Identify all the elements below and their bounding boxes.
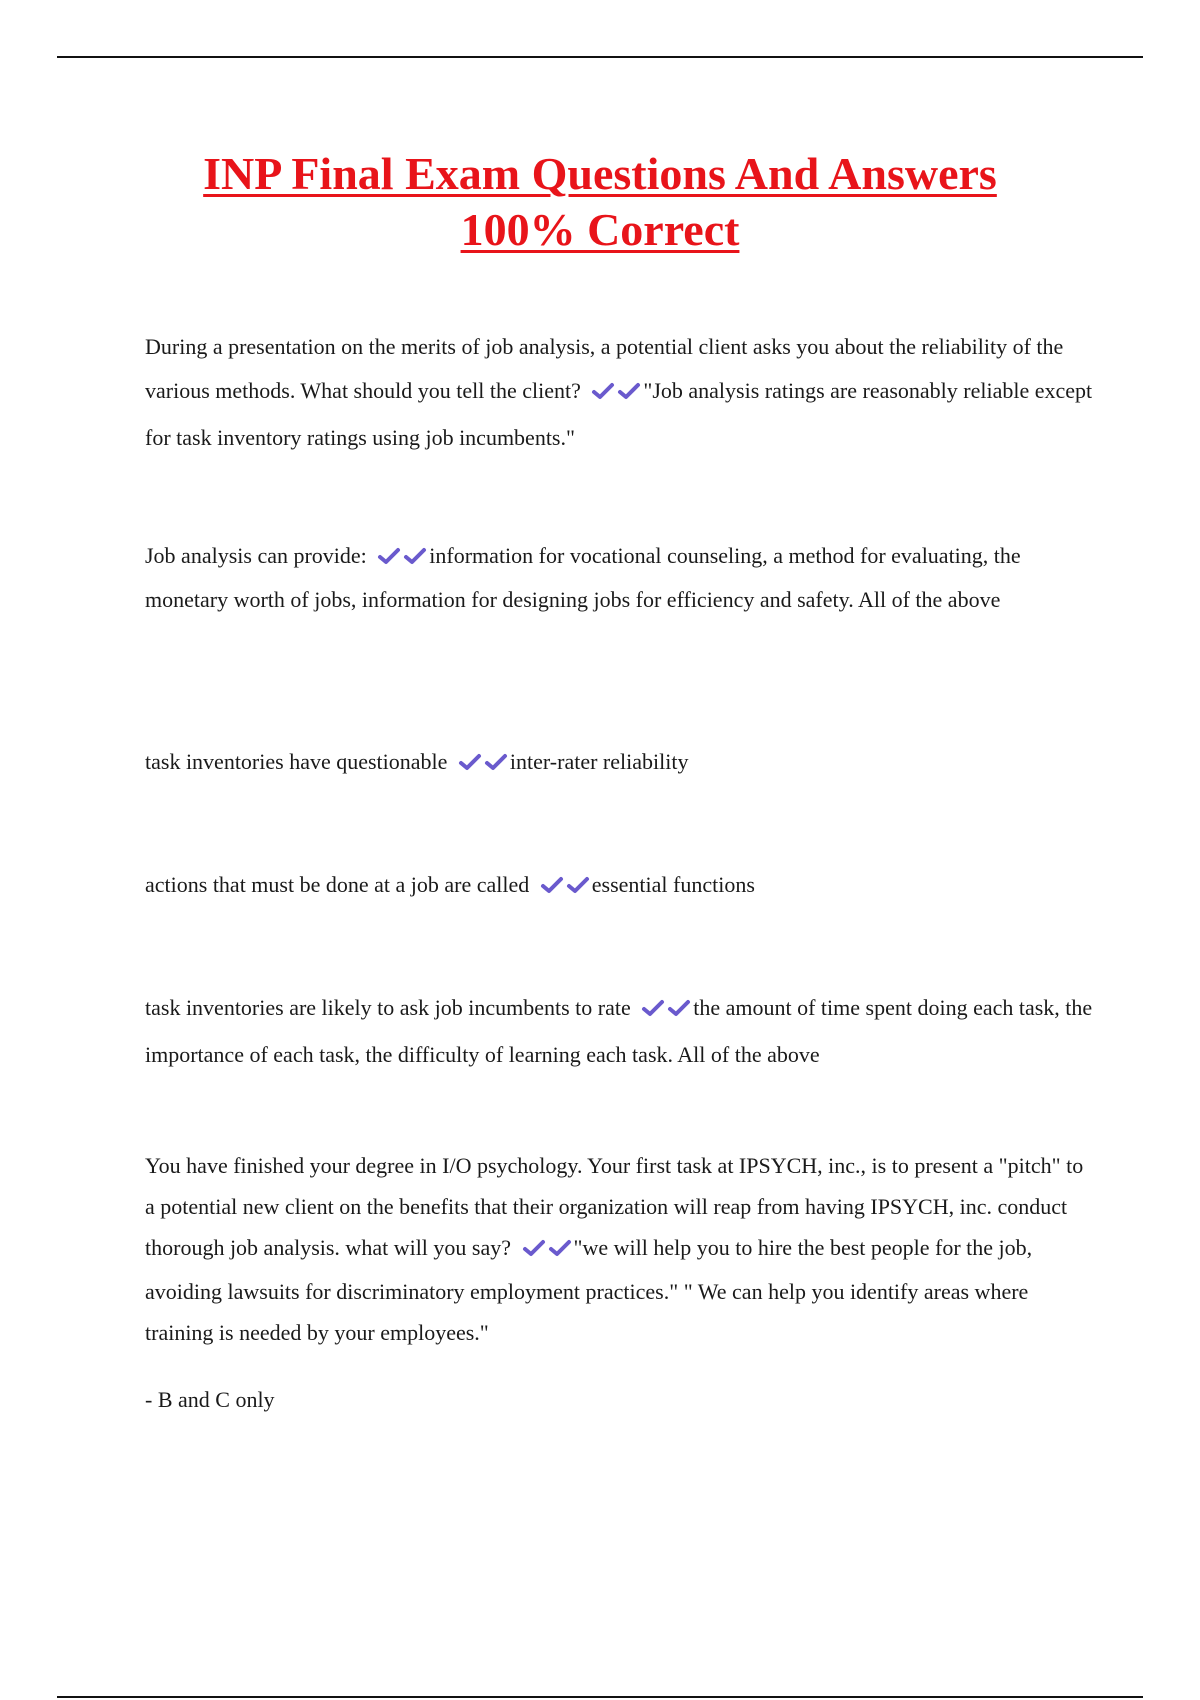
answer-text: the amount of time spent doing each task, the importance of each task, the difficulty of learning each task. All of the above bbox=[145, 995, 1093, 1067]
check-icon bbox=[457, 752, 483, 772]
question-text: You have finished your degree in I/O psychology. Your first task at IPSYCH, inc., is to present a "pitch" to a potential new client on the benefits that their organization will reap from having IPSYCH, inc. conduct thorough job analysis. what will you say? bbox=[145, 1153, 1084, 1260]
qa-item-2 bbox=[145, 535, 1095, 620]
double-check-icon bbox=[457, 743, 509, 787]
question-text: task inventories are likely to ask job incumbents to rate bbox=[145, 995, 631, 1020]
answer-text: "Job analysis ratings are reasonably reliable except for task inventory ratings using job incumbents." bbox=[145, 378, 1093, 450]
answer-text: information for vocational counseling, a method for evaluating, the monetary worth of jobs, information for designing jobs for efficiency and safety. All of the above bbox=[145, 543, 1021, 612]
answer-text: "we will help you to hire the best people for the job, avoiding lawsuits for discriminatory employment practices." " We can help you identify areas where training is needed by your employees." bbox=[145, 1235, 1033, 1345]
check-icon bbox=[539, 875, 565, 895]
check-icon bbox=[483, 752, 509, 772]
double-check-icon bbox=[640, 989, 692, 1033]
check-icon bbox=[590, 381, 616, 401]
question-text: During a presentation on the merits of job analysis, a potential client asks you about the reliability of the various methods. What should you tell the client? bbox=[145, 334, 1064, 403]
title-line-2: 100% Correct bbox=[460, 204, 740, 255]
extra-answer-line: - B and C only bbox=[145, 1387, 275, 1412]
qa-item-4 bbox=[145, 863, 1095, 910]
qa-item-3 bbox=[145, 740, 1095, 787]
check-icon bbox=[565, 875, 591, 895]
bottom-rule bbox=[57, 1696, 1143, 1698]
document-title bbox=[100, 146, 1100, 258]
double-check-icon bbox=[539, 866, 591, 910]
qa-item-6 bbox=[145, 1145, 1095, 1353]
check-icon bbox=[376, 546, 402, 566]
double-check-icon bbox=[376, 538, 428, 579]
title-line-1: INP Final Exam Questions And Answers bbox=[203, 148, 997, 199]
question-text: Job analysis can provide: bbox=[145, 543, 367, 568]
double-check-icon bbox=[590, 372, 642, 416]
top-rule bbox=[57, 56, 1143, 58]
check-icon bbox=[640, 998, 666, 1018]
question-text: actions that must be done at a job are called bbox=[145, 872, 530, 897]
answer-text: inter-rater reliability bbox=[509, 749, 689, 774]
qa-item-1 bbox=[145, 325, 1095, 460]
check-icon bbox=[521, 1238, 547, 1258]
check-icon bbox=[402, 546, 428, 566]
qa-item-5 bbox=[145, 986, 1095, 1077]
check-icon bbox=[547, 1238, 573, 1258]
answer-text: essential functions bbox=[591, 872, 755, 897]
check-icon bbox=[616, 381, 642, 401]
check-icon bbox=[666, 998, 692, 1018]
question-text: task inventories have questionable bbox=[145, 749, 448, 774]
double-check-icon bbox=[521, 1230, 573, 1271]
